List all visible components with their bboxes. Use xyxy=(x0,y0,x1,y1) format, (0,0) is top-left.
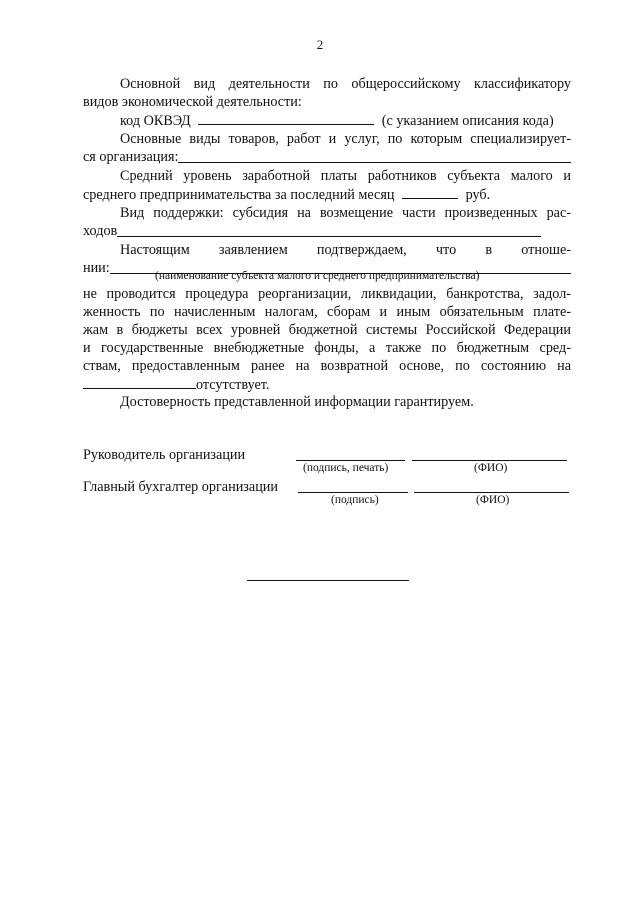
okved-note: (с указанием описания кода) xyxy=(381,113,554,129)
accountant-signature-field[interactable] xyxy=(298,492,408,493)
entity-caption: (наименование субъекта малого и среднего предпринимательства) xyxy=(155,270,480,282)
date-field[interactable] xyxy=(83,374,196,389)
head-label: Руководитель организации xyxy=(83,447,246,463)
head-signature-field[interactable] xyxy=(296,460,405,461)
products-field[interactable] xyxy=(178,148,571,163)
head-name-field[interactable] xyxy=(412,460,567,461)
salary-line-1: Средний уровень заработной платы работников субъекта малого и xyxy=(120,168,571,184)
products-row xyxy=(83,147,571,167)
salary-unit: руб. xyxy=(465,187,491,203)
products-line-1: Основные виды товаров, работ и услуг, по которым специализирует- xyxy=(120,131,571,147)
statement-line-3: жам в бюджеты всех уровней бюджетной системы Российской Федерации xyxy=(83,322,571,338)
page-number: 2 xyxy=(316,37,324,52)
accountant-name-field[interactable] xyxy=(414,492,569,493)
absent-text: отсутствует. xyxy=(196,377,270,393)
confirm-line-1: Настоящим заявлением подтверждаем, что в отноше- xyxy=(120,242,571,258)
guarantee-text: Достоверность представленной информации гарантируем. xyxy=(120,394,474,410)
products-label: ся организация: xyxy=(83,149,179,165)
entity-label: нии: xyxy=(83,260,110,276)
statement-line-2: женность по начисленным налогам, сборам и иным обязательным плате- xyxy=(83,304,571,320)
salary-label: среднего предпринимательства за последний месяц xyxy=(83,187,395,203)
head-name-caption: (ФИО) xyxy=(474,462,508,474)
support-field[interactable] xyxy=(117,222,541,237)
accountant-label: Главный бухгалтер организации xyxy=(83,479,278,495)
okved-label: код ОКВЭД xyxy=(120,113,191,129)
okved-intro-line-1: Основной вид деятельности по общероссийскому классификатору xyxy=(120,76,571,92)
salary-row xyxy=(83,184,571,204)
support-label: ходов xyxy=(83,223,118,239)
document-end-rule xyxy=(247,580,409,581)
statement-line-4: и государственные внебюджетные фонды, а также по бюджетным сред- xyxy=(83,340,571,356)
statement-line-5: ствам, предоставленным ранее на возвратной основе, по состоянию на xyxy=(83,358,571,374)
head-signature-caption: (подпись, печать) xyxy=(303,462,389,474)
statement-line-1: не проводится процедура реорганизации, ликвидации, банкротства, задол- xyxy=(83,286,571,302)
support-row xyxy=(83,221,541,241)
okved-intro-line-2: видов экономической деятельности: xyxy=(83,94,302,110)
okved-row xyxy=(120,110,571,130)
salary-field[interactable] xyxy=(402,184,458,199)
accountant-name-caption: (ФИО) xyxy=(476,494,510,506)
date-row xyxy=(83,374,571,394)
accountant-signature-caption: (подпись) xyxy=(331,494,379,506)
okved-field[interactable] xyxy=(198,110,374,125)
support-line-1: Вид поддержки: субсидия на возмещение части произведенных рас- xyxy=(120,205,571,221)
